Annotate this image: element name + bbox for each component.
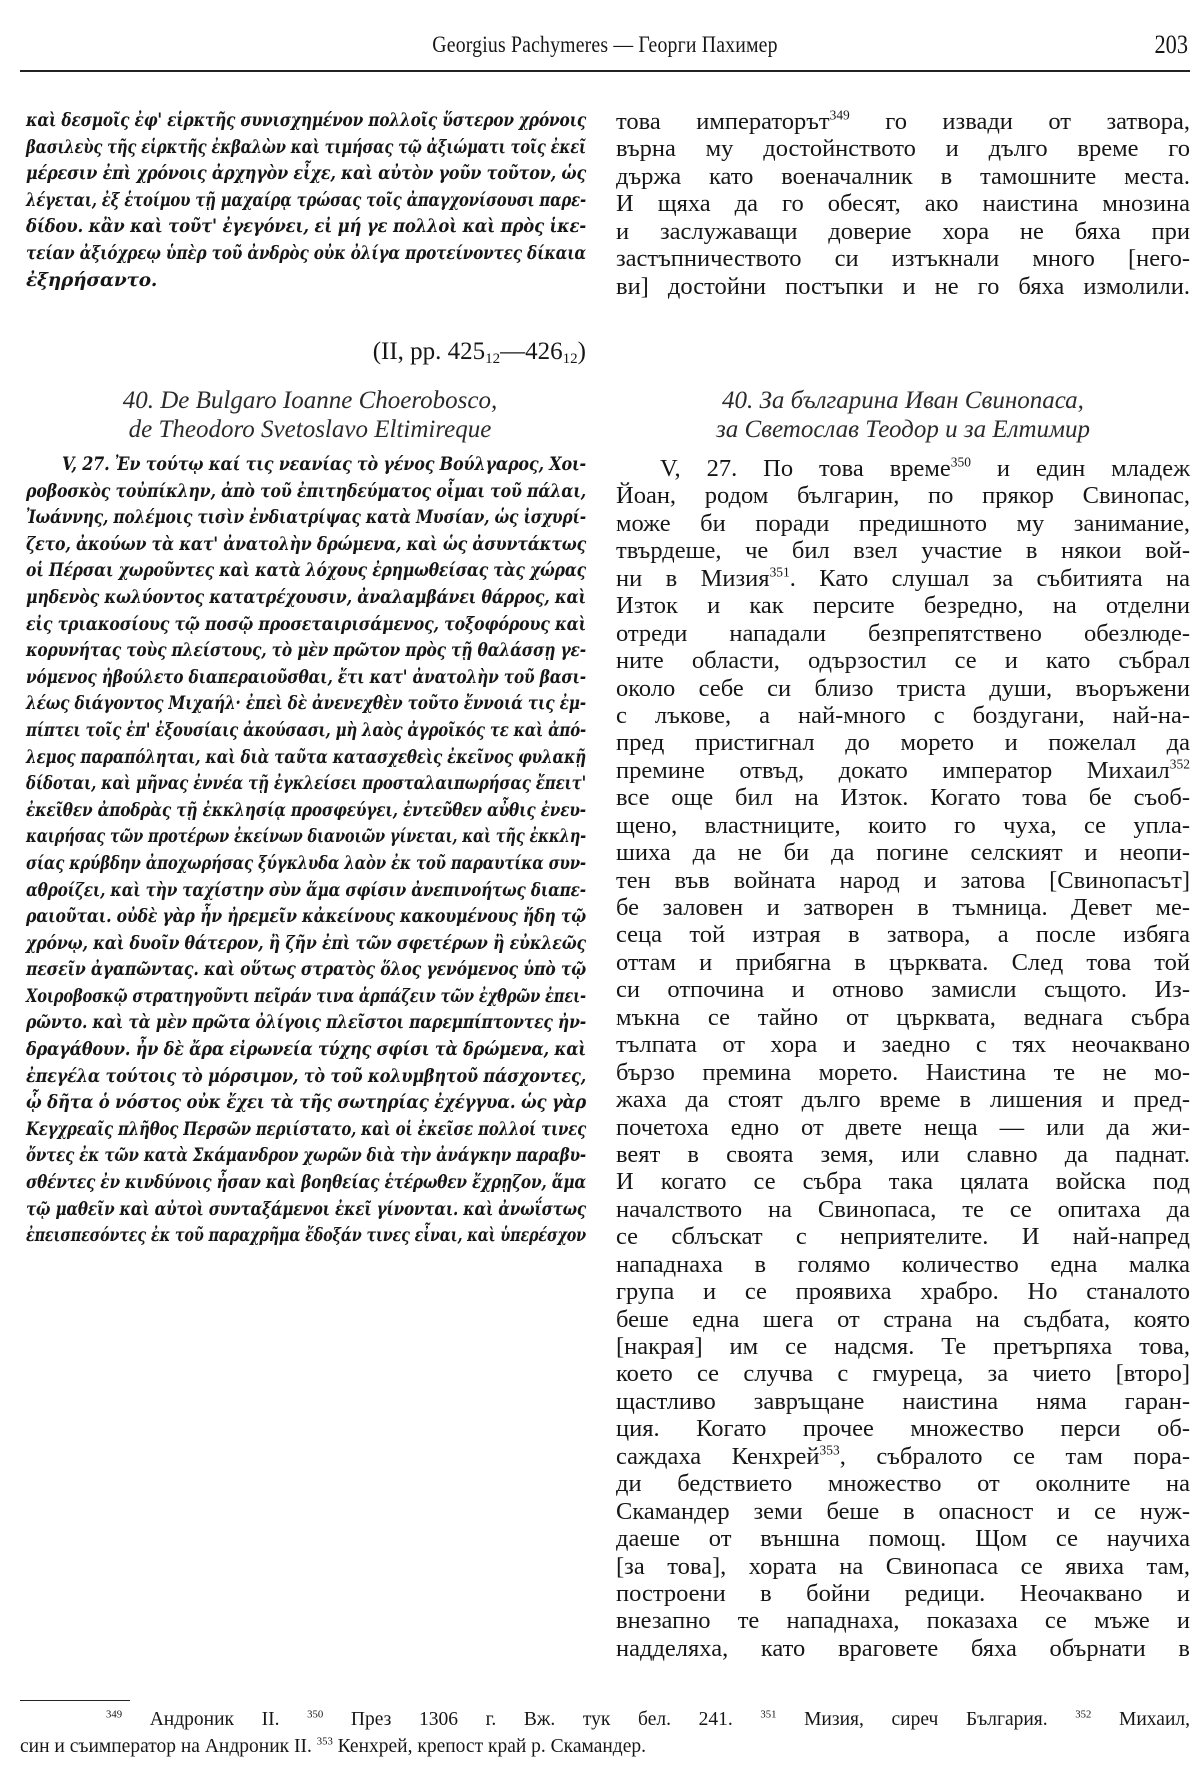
text-line-content: Χοιροβοσκῷ στρατηγοῦντι πεῖράν τινα ἁρπάζειν τῶν ἐχθρῶν ἐπει- [26, 985, 586, 1007]
text-line [26, 558, 588, 585]
section-heading-latin [30, 386, 590, 444]
text-line [616, 647, 1190, 674]
text-line [26, 904, 588, 931]
text-line-content: нападнаха в голямо количество една малка [616, 1250, 1190, 1278]
text-line-content: κορυνήτας τοὺς πλείστους, τὸ μὲν πρῶτον πρὸς τῇ θαλάσσῃ γε- [26, 640, 586, 662]
text-line [26, 878, 588, 905]
text-line-content: ἐκεῖθεν ἀποδρὰς τῇ ἐκκλησίᾳ προσφεύγει, ἐντεῦθεν αὖθις ἐνευ- [26, 799, 586, 821]
text-line [26, 665, 588, 692]
running-header [20, 30, 1190, 72]
text-line [616, 1141, 1190, 1168]
text-line-content: δίδου. κἂν καὶ τοῦτ' ἐγεγόνει, εἰ μή γε πολλοὶ καὶ πρὸς ἱκε- [26, 216, 587, 238]
text-line-content: пред пристигнал до морето и пожелал да [616, 729, 1190, 757]
text-line-content: δίδοται, καὶ μῆνας ἐννέα τῇ ἐγκλείσει προσταλαιπωρήσας ἔπειτ' [26, 773, 587, 795]
heading-line: за Светослав Теодор и за Елтимир [715, 416, 1091, 443]
text-line [20, 1733, 1190, 1760]
text-line [616, 1443, 1190, 1470]
text-line [616, 1306, 1190, 1333]
text-line-content: тълпата от хора и заедно с тях неочаквано [616, 1031, 1190, 1059]
text-line-content: ρῶντο. καὶ τὰ μὲν πρῶτα ὀλίγοις πλεῖστοι παρεμπίπτοντες ἠν- [26, 1012, 586, 1034]
footnote-marker: 351 [760, 1708, 777, 1721]
text-line [616, 537, 1190, 564]
text-line-content: Ἰωάννης, πολέμοις τισὶν ἐνδιατρίψας κατὰ Μυσίαν, ὡς ἰσχυρί- [26, 507, 587, 529]
text-line-content: ните области, одързостил се и като събрал [616, 647, 1190, 675]
text-line-content: с лъкове, а най-много с боздугани, най-на- [616, 701, 1190, 729]
text-line [26, 532, 588, 559]
text-line [26, 1170, 588, 1197]
text-line [616, 894, 1190, 921]
text-line [616, 1114, 1190, 1141]
text-line [616, 455, 1190, 482]
footnote-marker: 350 [307, 1708, 324, 1721]
text-line-content: χρόνῳ, καὶ δυοῖν θάτερον, ἢ ζῆν ἐπὶ τῶν σφετέρων ἢ εὐκλεῶς [26, 932, 587, 954]
text-line-content: ζετο, ἀκούων τὰ κατ' ἀνατολὴν δρώμενα, καὶ ὡς ἀσυντάκτως [26, 533, 586, 555]
text-line [26, 1064, 588, 1091]
text-line-content: [накрая] им се надсмя. Те претърпяха това, [616, 1333, 1190, 1360]
text-line [616, 620, 1190, 647]
text-line [616, 675, 1190, 702]
text-line-content: което се случва с гмуреца, за чието [второ] [616, 1360, 1190, 1388]
text-line [26, 745, 588, 772]
text-line-content: ви] достойни постъпки и не го бяха измолили. [616, 272, 1190, 300]
text-line-content: καιρήσας τῶν προτέρων ἐκείνων διανοιῶν γίνεται, καὶ τῆς ἐκκλη- [26, 826, 587, 848]
text-line-content: V, 27. По това време$^{350}$ и един младеж [660, 454, 1190, 482]
text-line-content: син и съимператор на Андроник II. $^{353}$ Кенхрей, крепост край р. Скамандер. [20, 1735, 646, 1757]
text-line-content: върна му достойнството и дълго време го [616, 135, 1190, 163]
text-line-content: πεσεῖν ἀγαπῶντας. καὶ οὕτως στρατὸς ὅλος γενόμενος ὑπὸ τῷ [26, 959, 586, 981]
text-line-content: мъкна се тайно от църквата, веднага събра [616, 1003, 1190, 1031]
text-line [26, 824, 588, 851]
text-line-content: може би поради предишното му занимание, [616, 509, 1190, 537]
text-line [26, 984, 588, 1011]
text-line-content: беше една шега от страна на съдбата, която [616, 1305, 1190, 1333]
text-line [616, 1525, 1190, 1552]
text-line [616, 1223, 1190, 1250]
text-line [20, 1706, 1190, 1733]
text-line-content: ἐπεγέλα τούτοις τὸ μόρσιμον, τὸ τοῦ κολυμβητοῦ πάσχοντες, [26, 1065, 586, 1087]
text-line [26, 851, 588, 878]
text-line-content: δραγάθουν. ἦν δὲ ἄρα εἰρωνεία τύχης σφίσι τὰ δρώμενα, καὶ [26, 1039, 587, 1061]
text-line [616, 108, 1190, 135]
section-heading-bulgarian [616, 386, 1190, 444]
text-line [616, 1086, 1190, 1113]
footnote-marker: 349 [106, 1708, 123, 1721]
text-line-content: Κεγχρεαῖς πλῆθος Περσῶν περιίστατο, καὶ οἱ ἐκεῖσε πολλοί τινες [26, 1118, 587, 1140]
text-line-content: жаха да стоят дълго време в лишения и пред- [616, 1086, 1190, 1114]
text-line [616, 273, 1190, 300]
text-line [26, 1037, 588, 1064]
text-line-content: τείαν ἀξιόχρεῳ ὑπὲρ τοῦ ἀνδρὸς οὐκ ὀλίγα προτείνοντες δίκαια [26, 242, 587, 264]
text-line-content: σίας κρύβδην ἀποχωρήσας ξύγκλυδα λαὸν ἐκ τοῦ παραυτίκα συν- [26, 852, 586, 874]
text-line-content: λεμος παραπόληται, καὶ διὰ ταῦτα κατασχεθεὶς ἐκεῖνος φυλακῇ [26, 746, 587, 768]
text-line [26, 1143, 588, 1170]
text-line [616, 729, 1190, 756]
text-line [26, 1117, 588, 1144]
text-line-content: [за това], хората на Свинопаса се явиха там, [616, 1552, 1190, 1580]
text-line [616, 976, 1190, 1003]
text-line [26, 1010, 588, 1037]
text-line-content: надделяха, като враговете бяха обърнати в [616, 1634, 1190, 1662]
footnotes [20, 1706, 1190, 1760]
text-line-content: λέως διάγοντος Μιχαήλ· ἐπεὶ δὲ ἀνενεχθὲν τοῦτο ἔννοιά τις ἐμ- [26, 693, 586, 715]
text-line-content: И когато се събра така цялата войска под [616, 1168, 1190, 1196]
footnote-marker: 352 [1075, 1708, 1092, 1721]
text-line-content: сеца той изтрая в затвора, а после избяга [616, 921, 1190, 949]
text-line-content: около себе си близо триста души, въоръжени [616, 674, 1190, 702]
subscript: 12 [485, 350, 501, 367]
text-line-content: ραιοῦται. οὐδὲ γὰρ ἦν ἠρεμεῖν κἀκείνους κακουμένους ἤδη τῷ [26, 906, 586, 928]
text-line [616, 245, 1190, 272]
footnote-marker: 351 [769, 564, 790, 580]
text-line [616, 135, 1190, 162]
text-line-content: σθέντες ἐν κινδύνοις ἦσαν καὶ βοηθείας ἑτέρωθεν ἔχρῃζον, ἅμα [26, 1172, 586, 1194]
text-line [26, 638, 588, 665]
text-line [26, 585, 588, 612]
text-line [616, 1415, 1190, 1442]
text-line-content: тен във войната народ и затова [Свинопасът] [616, 866, 1190, 894]
text-line-content: бързо премина морето. Наистина те не мо- [616, 1058, 1190, 1086]
text-line-content: си отпочина и отново замисли същото. Из- [616, 976, 1190, 1004]
text-line [616, 1031, 1190, 1058]
text-line-content: почетоха едно от двете неща — или да жи- [616, 1113, 1190, 1141]
heading-line: 40. De Bulgaro Ioanne Choerobosco, [122, 387, 498, 414]
text-line-content: βασιλεὺς τῆς εἱρκτῆς ἐκβαλὼν καὶ τιμήσας τῷ ἀξιώματι τοῖς ἐκεῖ [26, 136, 586, 158]
text-line [26, 1197, 588, 1224]
text-line-content: Скамандер земи беше в опасност и се нуж- [616, 1497, 1190, 1525]
heading-line: de Theodoro Svetoslavo Eltimireque [128, 416, 492, 443]
text-line [26, 718, 588, 745]
text-line-content: твърдеше, че бил взел участие в някои вой- [616, 537, 1190, 565]
text-line-content: отреди нападали безпрепятствено обезлюде- [616, 619, 1190, 647]
text-line [616, 1360, 1190, 1387]
text-line-content: νόμενος ἠβούλετο διαπεραιοῦσθαι, ἔτι κατ' ἀνατολὴν τοῦ βασι- [26, 666, 587, 688]
text-line-content: премине отвъд, докато император Михаил$^{352}$ [616, 756, 1190, 784]
text-line-content: ция. Когато прочее множество перси об- [616, 1415, 1190, 1443]
text-line [26, 452, 588, 479]
text-line [26, 1223, 588, 1250]
footnote-marker: 352 [1169, 756, 1190, 772]
text-line-content: καὶ δεσμοῖς ἐφ' εἱρκτῆς συνισχημένον πολλοῖς ὕστερον χρόνοις [26, 110, 587, 131]
text-line [616, 839, 1190, 866]
text-line [26, 1090, 588, 1117]
text-line [616, 812, 1190, 839]
text-line-content: μηδενὸς κωλύοντος κατατρέχουσιν, ἀναλαμβάνει θάρρος, καὶ [26, 586, 587, 608]
text-line [616, 784, 1190, 811]
text-line [26, 135, 588, 162]
text-line [616, 1251, 1190, 1278]
text-line [26, 214, 588, 241]
text-line-content: група и се проявиха храбро. Но станалото [616, 1278, 1190, 1306]
text-line [26, 108, 588, 135]
subscript: 12 [562, 350, 578, 367]
text-line-content: Йоан, родом българин, по прякор Свинопас, [616, 482, 1190, 510]
text-line [616, 1388, 1190, 1415]
text-line [26, 931, 588, 958]
text-line [26, 161, 588, 188]
text-line [616, 921, 1190, 948]
footnote-marker: 353 [316, 1735, 333, 1748]
text-line-content: τῷ μαθεῖν καὶ αὐτοὶ συνταξάμενοι ἐκεῖ γίνονται. καὶ ἀνωΐστως [26, 1198, 587, 1220]
heading-line: 40. За българина Иван Свинопаса, [722, 387, 1084, 414]
text-line [616, 510, 1190, 537]
text-line [616, 218, 1190, 245]
text-line-content: εἰς τριακοσίους τῷ ποσῷ προσεταιρισάμενος, τοξοφόρους καὶ [26, 613, 587, 635]
text-line [616, 190, 1190, 217]
footnote-marker: 349 [829, 107, 850, 123]
footnote-marker: 350 [950, 454, 971, 470]
greek-text-section-40 [26, 452, 588, 1250]
text-line [616, 592, 1190, 619]
text-line-content: внезапно те нападнаха, показаха се мъже и [616, 1607, 1190, 1635]
text-line-content: ни в Мизия$^{351}$. Като слушал за събитията на [616, 564, 1190, 592]
text-line-content: оттам и прибягна в църквата. След това той [616, 948, 1190, 976]
text-line-content: веят в своята земя, или славно да паднат. [616, 1140, 1190, 1168]
text-line [616, 565, 1190, 592]
bulgarian-text-section-40 [616, 455, 1190, 1662]
text-line-content: Изток и как персите безредно, на отделни [616, 592, 1190, 620]
text-line [616, 702, 1190, 729]
page-number: 203 [1154, 30, 1188, 59]
text-line [616, 482, 1190, 509]
text-line [616, 1635, 1190, 1662]
text-line [616, 1607, 1190, 1634]
text-line-content: ὄντες ἐκ τῶν κατὰ Σκάμανδρον χωρῶν διὰ τὴν ἀνάγκην παραβυ- [26, 1145, 586, 1167]
text-line [616, 1470, 1190, 1497]
text-line [26, 188, 588, 215]
text-line-content: и заслужаващи доверие хора не бяха при [616, 217, 1190, 245]
bulgarian-text-continued [616, 108, 1190, 300]
text-line-content: щастливо завръщане наистина няма гаран- [616, 1387, 1190, 1415]
text-line [616, 1333, 1190, 1360]
text-line [616, 949, 1190, 976]
text-line-content: построени в бойни редици. Неочаквано и [616, 1579, 1190, 1607]
text-line-content: οἱ Πέρσαι χωροῦντες καὶ κατὰ λόχους ἐρημωθείσας τὰς χώρας [26, 560, 586, 582]
text-line [26, 691, 588, 718]
text-line-content: все още бил на Изток. Когато това бе съоб- [616, 784, 1190, 812]
text-line [26, 957, 588, 984]
text-line [616, 867, 1190, 894]
text-line [26, 479, 588, 506]
text-line [616, 1278, 1190, 1305]
footnote-marker: 353 [819, 1442, 840, 1458]
running-title: Georgius Pachymeres — Георги Пахимер [432, 32, 778, 57]
source-reference: (II, pp. $425_{12}—426_{12}$) [372, 338, 586, 367]
text-line-content: ροβοσκὸς τοὐπίκλην, ἀπὸ τοῦ ἐπιτηδεύματος οἶμαι τοῦ πάλαι, [26, 480, 587, 502]
text-line [616, 163, 1190, 190]
text-line-content: даеше от външна помощ. Щом се научиха [616, 1525, 1190, 1553]
text-line [26, 505, 588, 532]
text-line-content: πίπτει τοῖς ἐπ' ἐξουσίαις ἀκούσασι, μὴ λαὸς ἀγροῖκός τε καὶ ἀπό- [26, 719, 587, 741]
text-line-content: бе заловен и затворен в тъмница. Девет ме- [616, 894, 1190, 921]
text-line-content: саждаха Кенхрей$^{353}$, събралото се там пора- [616, 1442, 1191, 1470]
text-line [26, 798, 588, 825]
text-line-content: λέγεται, ἐξ ἑτοίμου τῇ μαχαίρᾳ τρώσας τοῖς ἀπαγχονίσουσι παρε- [26, 189, 586, 211]
text-line [26, 268, 588, 295]
text-line-content: държа като военачалник в тамошните места. [616, 162, 1190, 190]
text-line [616, 1168, 1190, 1195]
text-line-content: ἐξηρήσαντο. [26, 269, 158, 291]
text-line-content: ди бедствието множество от околните на [616, 1470, 1190, 1498]
text-line-content: това императорът$^{349}$ го извади от затвора, [616, 107, 1190, 135]
text-line-content: μέρεσιν ἐπὶ χρόνοις ἀρχηγὸν εἶχε, καὶ αὐτὸν γοῦν τοῦτον, ὡς [26, 163, 587, 185]
text-line-content: началството на Свинопаса, те се опитаха да [616, 1195, 1190, 1223]
text-line-content: застъпничеството си изтъкнали много [него- [616, 245, 1190, 273]
text-line-content: αθροίζει, καὶ τὴν ταχίστην σὺν ἅμα σφίσιν ἀνεπινοήτως διαπε- [26, 879, 586, 901]
text-line-content: $^{349}$ Андроник II. $^{350}$ През 1306 г. Вж. тук бел. 241. $^{351}$ Мизия, сиреч България. $^{352}$ Михаил, [106, 1708, 1190, 1730]
text-line [616, 1196, 1190, 1223]
text-line-content: щено, властниците, които го чуха, се упла- [616, 811, 1190, 839]
greek-text-continued [26, 108, 588, 294]
text-line-content: ᾧ δῆτα ὁ νόστος οὐκ ἔχει τὰ τῆς σωτηρίας ἐχέγγυα. ὡς γὰρ [26, 1092, 587, 1114]
text-line [26, 612, 588, 639]
text-line [26, 771, 588, 798]
text-line [616, 1059, 1190, 1086]
footnote-divider [20, 1700, 130, 1701]
text-line-content: ἐπεισπεσόντες ἐκ τοῦ παραχρῆμα ἔδοξάν τινες εἶναι, καὶ ὑπερέσχον [26, 1225, 586, 1247]
text-line [616, 1553, 1190, 1580]
text-line-content: И щяха да го обесят, ако наистина мнозина [616, 190, 1190, 218]
text-line [616, 1580, 1190, 1607]
text-line-content: V, 27. Ἐν τούτῳ καί τις νεανίας τὸ γένος Βούλγαρος, Χοι- [62, 454, 587, 475]
text-line-content: шиха да не би да погине селският и неопи- [616, 839, 1190, 867]
text-line [26, 241, 588, 268]
text-line [616, 1498, 1190, 1525]
text-line [616, 757, 1190, 784]
text-line [616, 1004, 1190, 1031]
text-line-content: се сблъскат с неприятелите. И най-напред [616, 1223, 1190, 1251]
